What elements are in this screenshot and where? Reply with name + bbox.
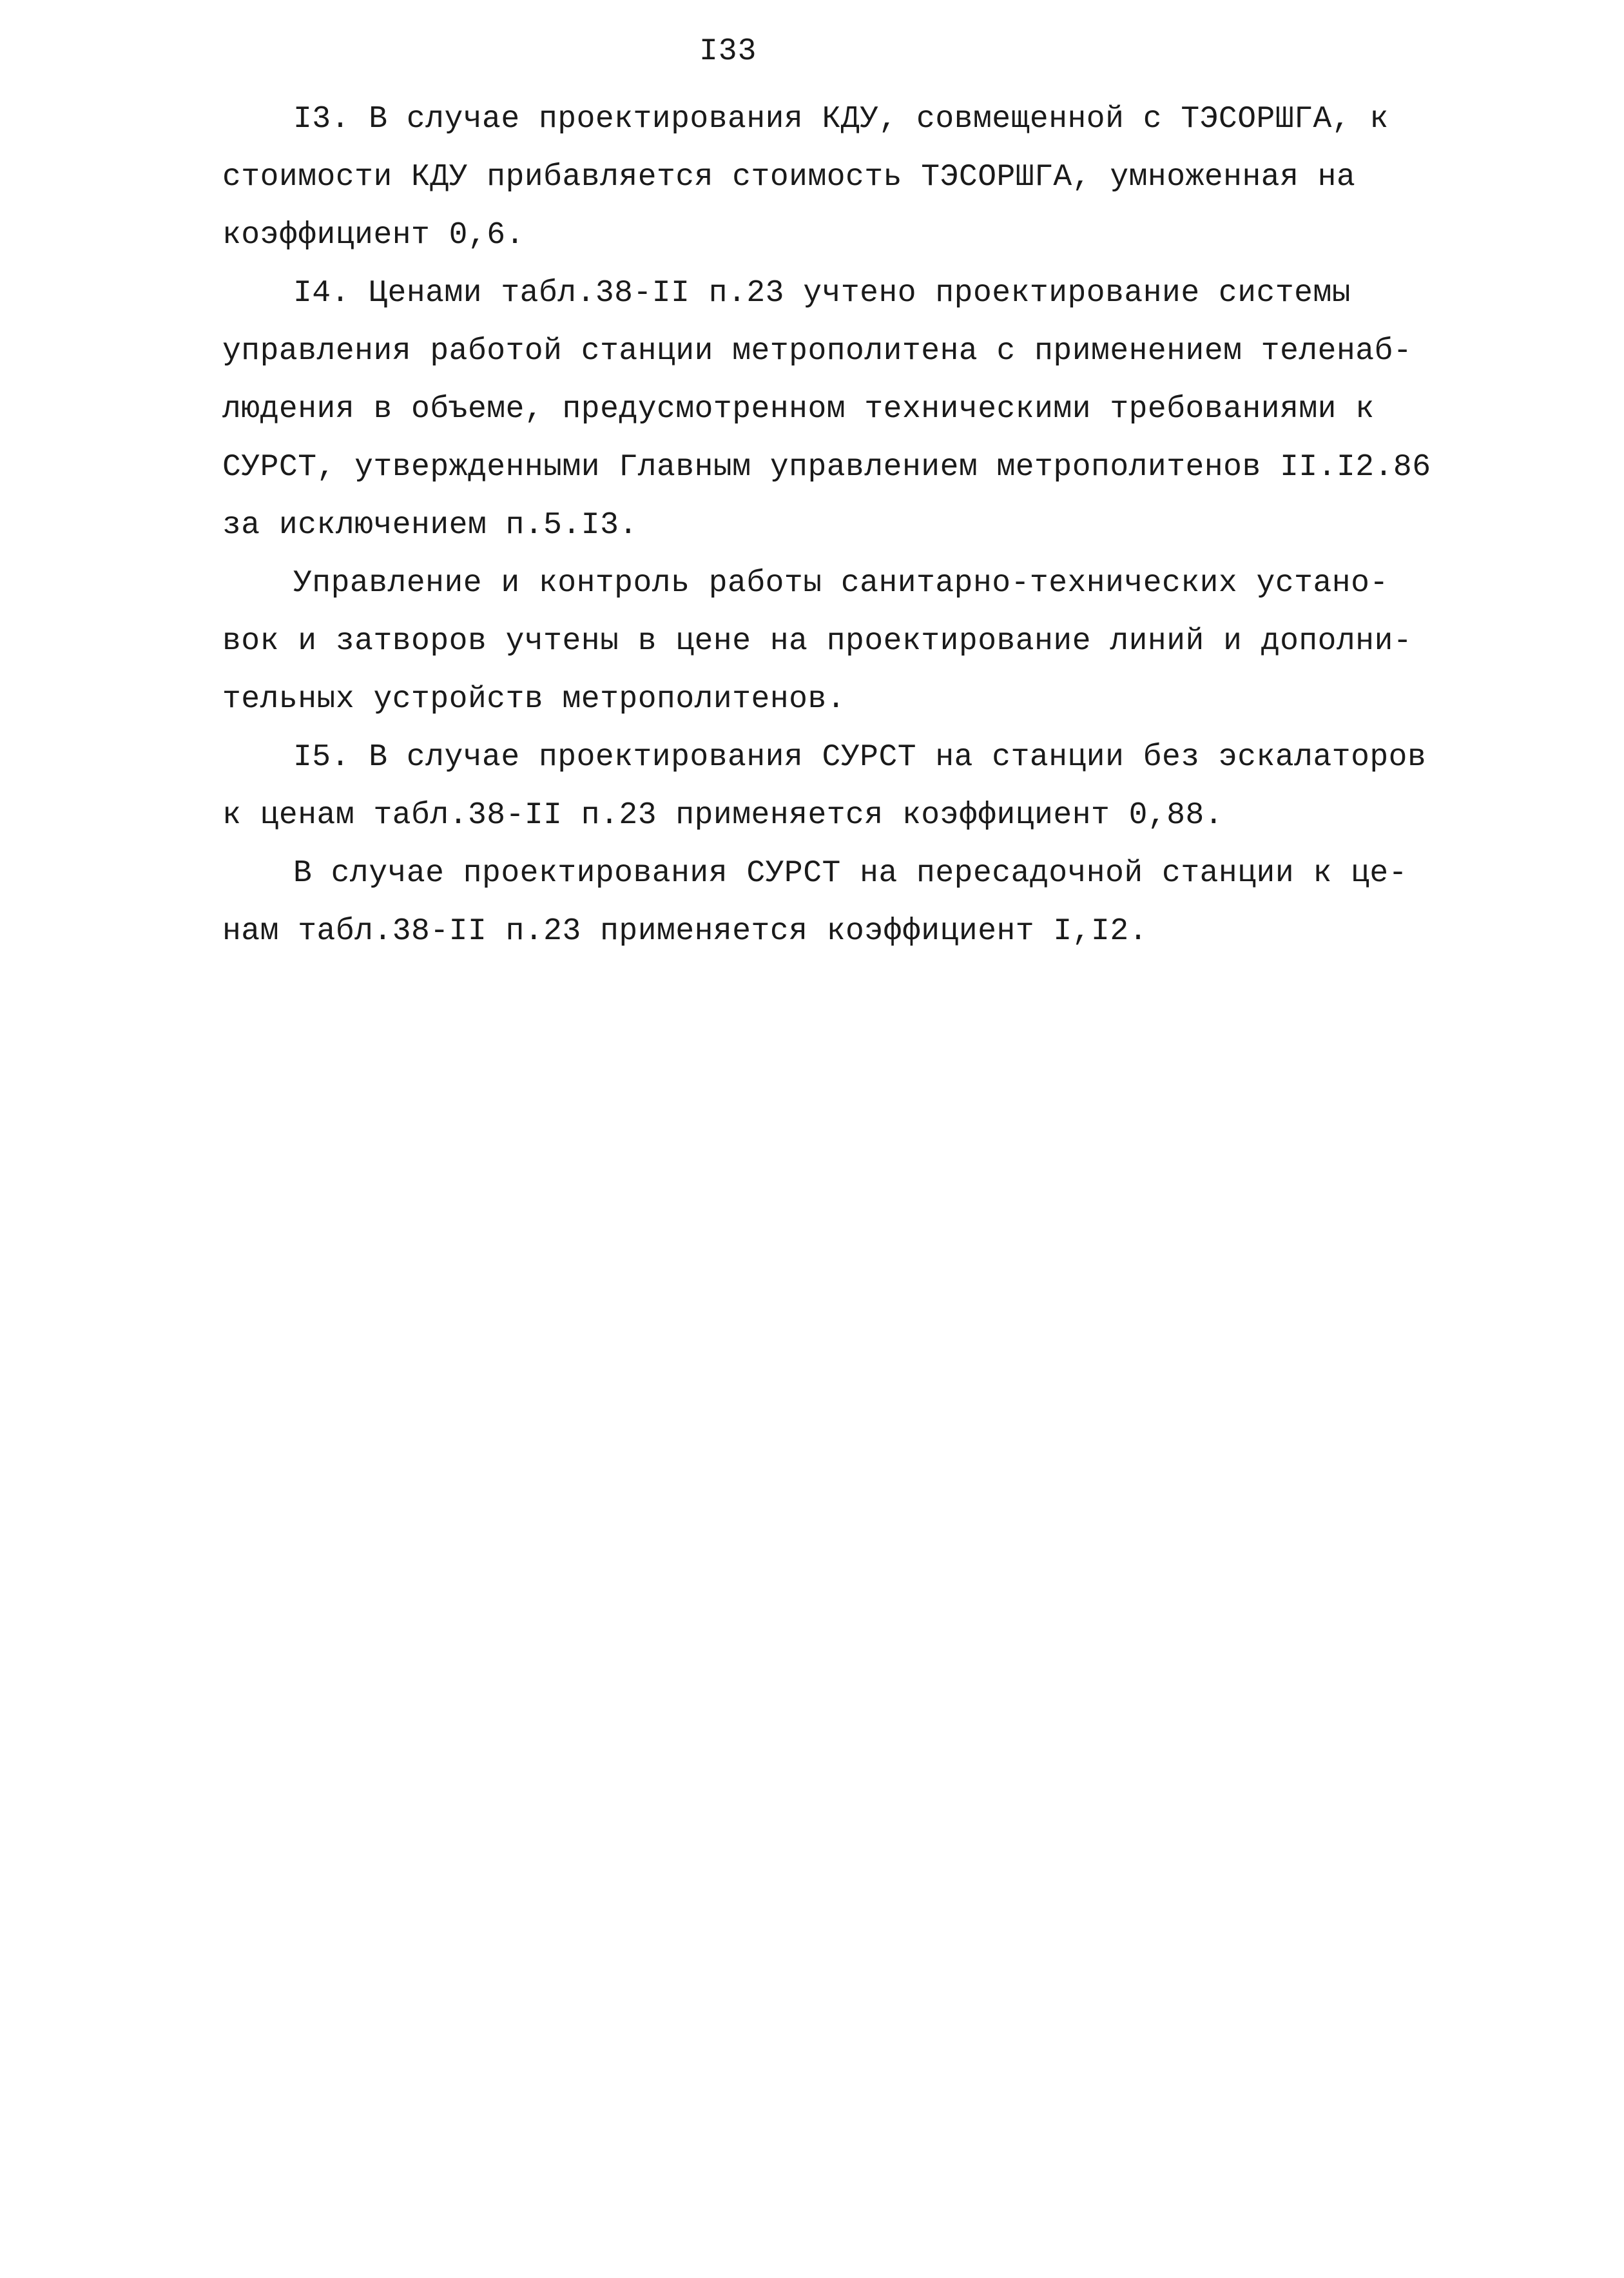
text-line: управления работой станции метрополитена с применением теленаб-: [222, 334, 1413, 369]
text-line: за исключением п.5.I3.: [222, 508, 638, 543]
paragraph-13: [222, 90, 1389, 264]
text-line: тельных устройств метрополитенов.: [222, 682, 846, 717]
text-line: Управление и контроль работы санитарно-технических устано-: [293, 566, 1389, 601]
text-line: людения в объеме, предусмотренном техническими требованиями к: [222, 392, 1375, 427]
text-line: вок и затворов учтены в цене на проектирование линий и дополни-: [222, 624, 1413, 659]
text-line: I3. В случае проектирования КДУ, совмещенной с ТЭСОРШГА, к: [293, 102, 1389, 137]
paragraph-control: [222, 554, 1413, 728]
text-line: В случае проектирования СУРСТ на пересадочной станции к це-: [293, 856, 1407, 891]
paragraph-transfer-station: [222, 844, 1407, 960]
document-body: [222, 90, 1431, 960]
text-line: нам табл.38-II п.23 применяется коэффициент I,I2.: [222, 914, 1148, 949]
text-line: стоимости КДУ прибавляется стоимость ТЭСОРШГА, умноженная на: [222, 160, 1356, 195]
page-number: I33: [699, 34, 757, 69]
text-line: I4. Ценами табл.38-II п.23 учтено проектирование системы: [293, 276, 1351, 311]
text-line: I5. В случае проектирования СУРСТ на станции без эскалаторов: [293, 740, 1427, 775]
paragraph-14: [222, 264, 1431, 554]
text-line: к ценам табл.38-II п.23 применяется коэффициент 0,88.: [222, 798, 1224, 833]
text-line: коэффициент 0,6.: [222, 218, 525, 253]
text-line: СУРСТ, утвержденными Главным управлением метрополитенов II.I2.86: [222, 450, 1431, 485]
paragraph-15: [222, 728, 1427, 844]
